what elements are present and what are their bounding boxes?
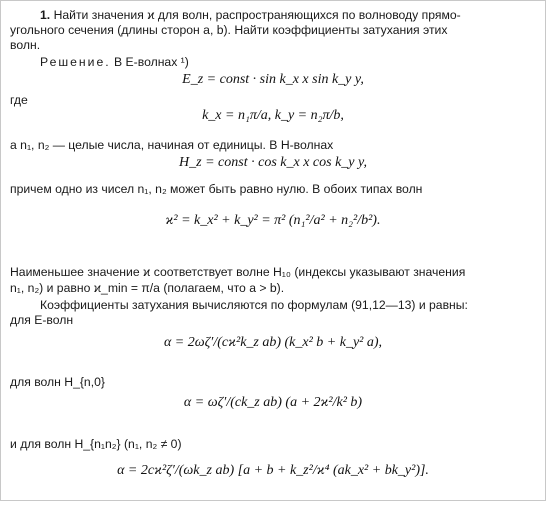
solution-intro-text: В E-волнах ¹) (114, 55, 189, 69)
equation-k: k_x = n₁π/a, k_y = n₂π/b, (202, 108, 344, 123)
equation-alpha-Hn1n2: α = 2cϰ²ζ′/(ωk_z ab) [a + b + k_z²/ϰ⁴ (ak_x² + bk_y²)]. (117, 463, 429, 478)
text-for-H-n0: для волн H_{n,0} (10, 375, 105, 389)
text-where: где (10, 93, 28, 107)
text-for-H-n1n2: и для волн H_{n₁n₂} (n₁, n₂ ≠ 0) (10, 437, 182, 451)
equation-alpha-E: α = 2ωζ′/(cϰ²k_z ab) (k_x² b + k_y² a), (163, 335, 383, 350)
text-min-2: n₁, n₂) и равно ϰ_min = π/a (полагаем, что a > b). (10, 281, 285, 295)
solution-label: Решение. (40, 55, 111, 69)
text-coef-1: Коэффициенты затухания вычисляются по формулам (91,12—13) и равны: (40, 298, 468, 312)
equation-Ez: E_z = const · sin k_x x sin k_y y, (182, 72, 364, 87)
equation-alpha-Hn0: α = ωζ′/(ck_z ab) (a + 2ϰ²/k² b) (183, 395, 363, 410)
problem-statement-2: угольного сечения (длины сторон a, b). Найти коэффициенты затухания этих (10, 23, 448, 37)
equation-kappa: ϰ² = k_x² + k_y² = π² (n₁²/a² + n₂²/b²). (165, 213, 381, 228)
text-after-k: а n₁, n₂ — целые числа, начиная от единицы. В H-волнах (10, 138, 334, 152)
text-after-Hz: причем одно из чисел n₁, n₂ может быть равно нулю. В обоих типах волн (10, 182, 423, 196)
problem-number: 1. (40, 8, 51, 22)
problem-line-1 (40, 8, 540, 23)
problem-statement-1: Найти значения ϰ для волн, распространяющихся по волноводу прямо- (53, 8, 461, 22)
text-min-1: Наименьшее значение ϰ соответствует волне H₁₀ (индексы указывают значения (10, 265, 466, 279)
text-coef-2: для E-волн (10, 313, 74, 327)
solution-intro (40, 55, 550, 70)
equation-Hz: H_z = const · cos k_x x cos k_y y, (179, 155, 367, 170)
problem-statement-3: волн. (10, 38, 41, 52)
